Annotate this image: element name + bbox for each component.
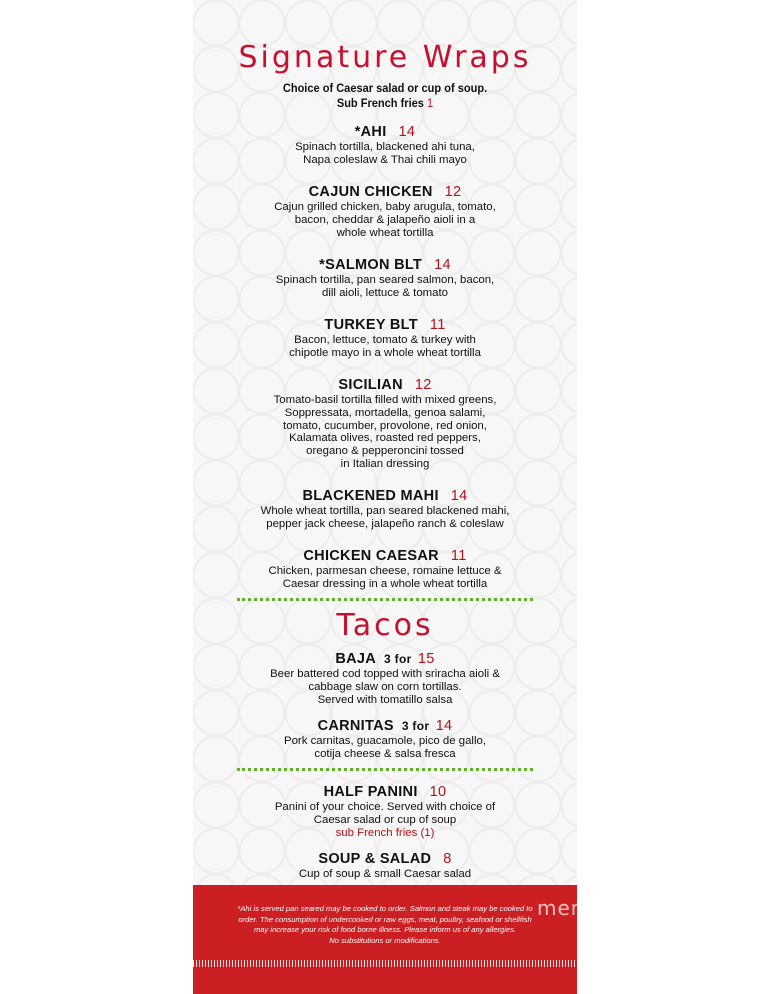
- desc-line: dill aioli, lettuce & tomato: [322, 286, 448, 299]
- desc-line: Caesar salad or cup of soup: [313, 813, 457, 826]
- desc-line: Cajun grilled chicken, baby arugula, tomato,: [274, 201, 496, 213]
- disclaimer-line: *Ahi is served pan seared may be cooked to order. Salmon and steak may be cooked to: [237, 904, 533, 913]
- disclaimer-line: may increase your risk of food borne illness. Please inform us of any allergies.: [253, 925, 517, 935]
- item-name: CAJUN CHICKEN: [308, 184, 433, 200]
- desc-line: Soppressata, mortadella, genoa salami,: [284, 406, 486, 419]
- desc-line: tomato, cucumber, provolone, red onion,: [283, 419, 487, 432]
- item-price: 14: [434, 257, 451, 273]
- desc-line: cotija cheese & salsa fresca: [314, 747, 456, 760]
- item-price: 8: [443, 851, 452, 867]
- desc-line: Kalamata olives, roasted red peppers,: [289, 432, 481, 445]
- item-description: [193, 394, 577, 471]
- wraps-intro-line1: Choice of Caesar salad or cup of soup.: [282, 81, 488, 95]
- watermark-logo: menupix: [537, 896, 632, 920]
- menu-item-half-panini: [193, 783, 577, 839]
- item-name: *SALMON BLT: [319, 257, 423, 273]
- item-price: 10: [429, 784, 447, 800]
- item-description: [193, 201, 577, 239]
- desc-line: chipotle mayo in a whole wheat tortilla: [289, 346, 481, 359]
- item-name: BLACKENED MAHI: [302, 488, 439, 504]
- disclaimer-line: No substitutions or modifications.: [329, 935, 441, 945]
- item-description: [193, 141, 577, 167]
- item-qty: 3 for: [384, 652, 412, 666]
- section-divider: [237, 768, 533, 771]
- footer-stripe: [193, 960, 577, 967]
- desc-line: Spinach tortilla, pan seared salmon, bacon,: [275, 274, 495, 286]
- desc-line: Served with tomatillo salsa: [317, 693, 453, 706]
- wraps-intro-price: 1: [427, 96, 434, 110]
- item-name: SICILIAN: [338, 377, 403, 393]
- desc-line: Panini of your choice. Served with choice of: [274, 801, 496, 813]
- item-price: 12: [414, 377, 432, 393]
- item-price: 12: [444, 184, 462, 200]
- desc-line: bacon, cheddar & jalapeño aioli in a: [294, 213, 476, 226]
- item-price: 14: [398, 124, 416, 140]
- menu-item-carnitas: [193, 717, 577, 761]
- sub-fries-note: sub French fries (1): [335, 826, 435, 839]
- menu-item-cajun-chicken: [193, 183, 577, 239]
- item-description: [193, 274, 577, 300]
- item-name: HALF PANINI: [323, 784, 418, 800]
- wraps-intro-line2: [208, 96, 561, 111]
- item-name: *AHI: [354, 124, 387, 140]
- item-price: 11: [450, 548, 467, 564]
- item-price: 15: [417, 651, 435, 667]
- menu-item-sicilian: [193, 376, 577, 471]
- wraps-intro-sub: Sub French fries: [336, 96, 424, 110]
- menu-item-chicken-caesar: [193, 547, 577, 591]
- item-price: 14: [450, 488, 468, 504]
- menu-item-blackened-mahi: [193, 487, 577, 531]
- desc-line: Tomato-basil tortilla filled with mixed greens,: [273, 394, 497, 406]
- desc-line: in Italian dressing: [340, 457, 430, 470]
- disclaimer-text: [221, 904, 549, 946]
- item-description: [193, 801, 577, 839]
- item-name: BAJA: [335, 651, 377, 667]
- item-price: 11: [429, 317, 446, 333]
- footer-disclaimer: [193, 885, 577, 994]
- desc-line: Caesar dressing in a whole wheat tortilla: [282, 577, 488, 590]
- menu-item-ahi: [193, 123, 577, 167]
- item-name: SOUP & SALAD: [318, 851, 432, 867]
- desc-line: Pork carnitas, guacamole, pico de gallo,: [284, 735, 486, 747]
- desc-line: Spinach tortilla, blackened ahi tuna,: [295, 141, 475, 153]
- item-description: [193, 735, 577, 761]
- item-description: [193, 505, 577, 531]
- desc-line: cabbage slaw on corn tortillas.: [308, 680, 462, 693]
- section-title-tacos: Tacos: [336, 608, 434, 643]
- item-name: CHICKEN CAESAR: [303, 548, 439, 564]
- desc-line: oregano & pepperoncini tossed: [306, 445, 464, 458]
- menu-item-baja: [193, 650, 577, 706]
- item-name: TURKEY BLT: [324, 317, 418, 333]
- desc-line: Cup of soup & small Caesar salad: [298, 868, 472, 880]
- item-description: [193, 668, 577, 706]
- item-description: [193, 565, 577, 591]
- desc-line: Whole wheat tortilla, pan seared blackened mahi,: [260, 505, 510, 517]
- desc-line: Bacon, lettuce, tomato & turkey with: [294, 334, 476, 346]
- item-description: [193, 334, 577, 360]
- desc-line: Beer battered cod topped with sriracha aioli &: [270, 668, 500, 680]
- menu-item-soup-salad: [193, 850, 577, 881]
- desc-line: Chicken, parmesan cheese, romaine lettuce &: [268, 565, 502, 577]
- item-description: [193, 868, 577, 881]
- desc-line: whole wheat tortilla: [336, 226, 434, 239]
- disclaimer-line: order. The consumption of undercooked or raw eggs, meat, poultry, seafood or shellfish: [238, 914, 532, 924]
- item-name: CARNITAS: [317, 718, 394, 734]
- section-title-wraps: Signature Wraps: [238, 40, 532, 75]
- item-qty: 3 for: [401, 719, 430, 733]
- section-divider: [237, 598, 533, 601]
- wraps-intro: [208, 81, 561, 111]
- desc-line: Napa coleslaw & Thai chili mayo: [303, 153, 467, 166]
- item-price: 14: [435, 718, 453, 734]
- desc-line: pepper jack cheese, jalapeño ranch & coleslaw: [266, 517, 504, 530]
- menu-page: [193, 0, 577, 994]
- menu-item-turkey-blt: [193, 316, 577, 360]
- menu-item-salmon-blt: [193, 256, 577, 300]
